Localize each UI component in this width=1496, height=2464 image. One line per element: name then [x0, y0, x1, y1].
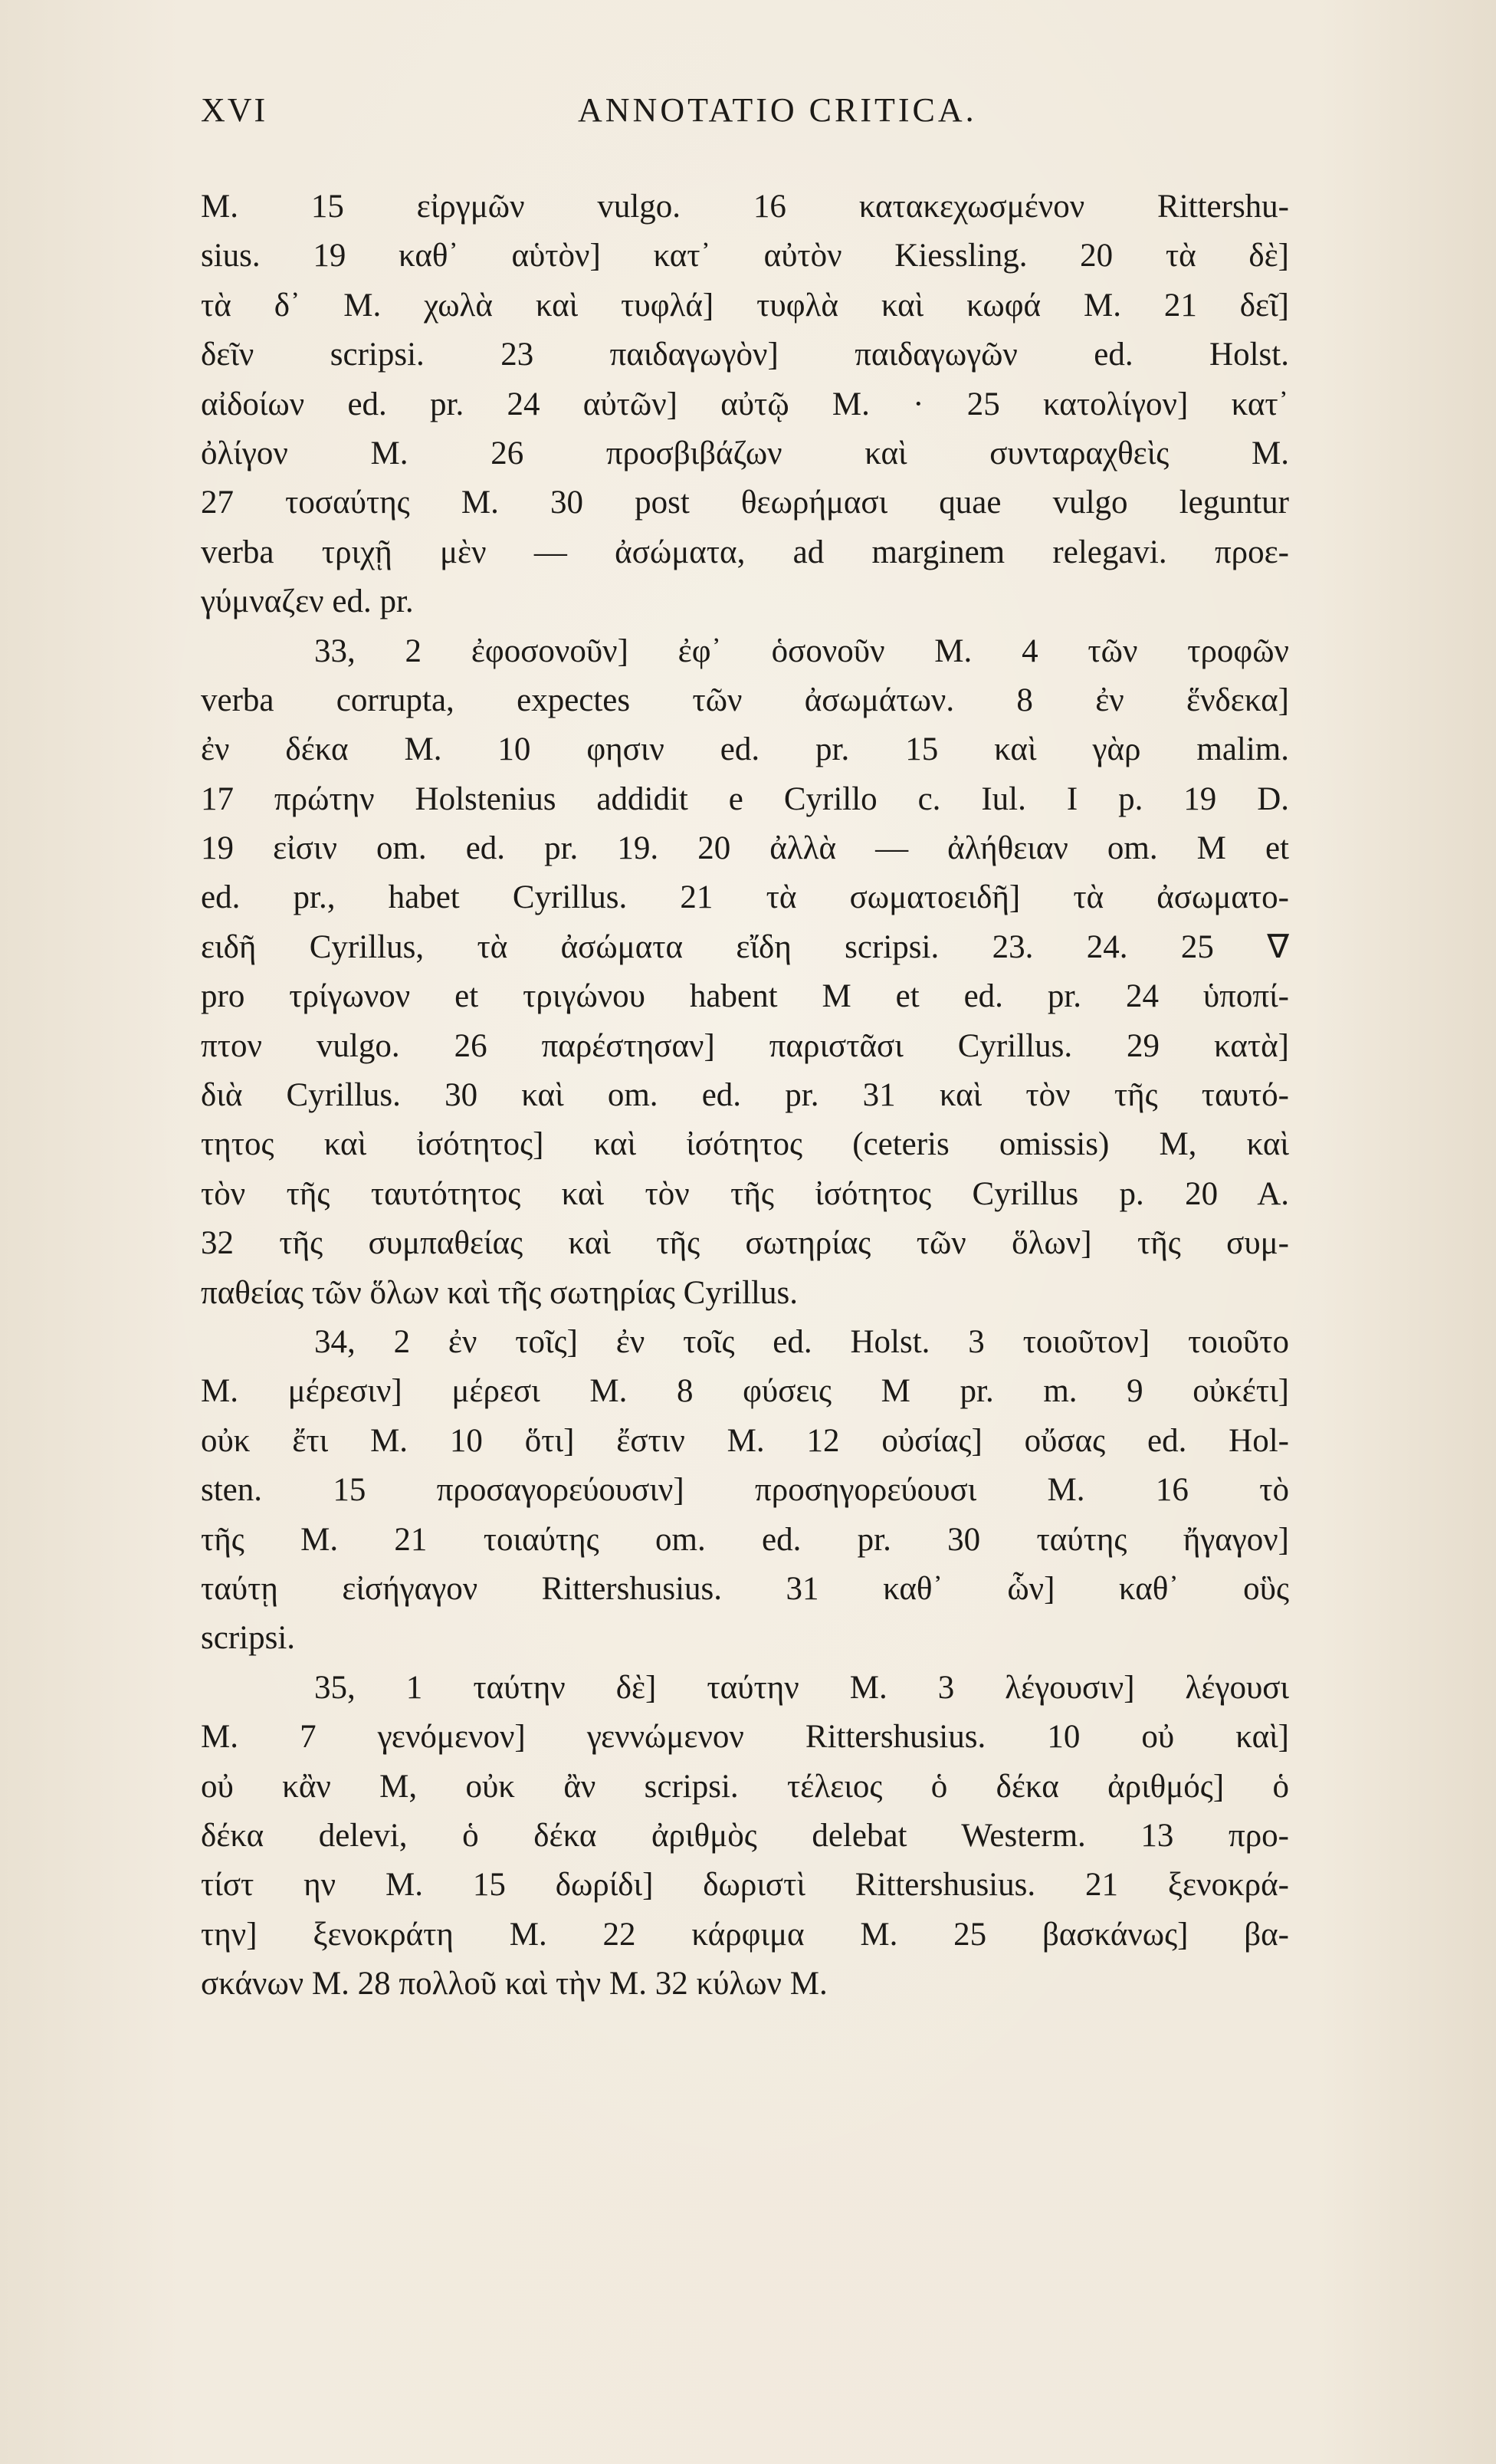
text-line: ἐν δέκα M. 10 φησιν ed. pr. 15 καὶ γὰρ malim. — [201, 731, 1289, 768]
text-line: M. μέρεσιν] μέρεσι M. 8 φύσεις M pr. m. 9 οὐκέτι] — [201, 1373, 1289, 1410]
text-line: sius. 19 καθ᾽ αὑτὸν] κατ᾽ αὐτὸν Kiessling. 20 τὰ δὲ] — [201, 238, 1289, 274]
text-line: 33, 2 ἐφοσονοῦν] ἐφ᾽ ὁσονοῦν M. 4 τῶν τροφῶν — [314, 632, 1289, 669]
text-line: πτον vulgo. 26 παρέστησαν] παριστᾶσι Cyrillus. 29 κατὰ] — [201, 1027, 1289, 1064]
text-line: 32 τῆς συμπαθείας καὶ τῆς σωτηρίας τῶν ὅλων] τῆς συμ- — [201, 1225, 1289, 1262]
text-line: 35, 1 ταύτην δὲ] ταύτην M. 3 λέγουσιν] λέγουσι — [314, 1669, 1289, 1706]
text-line: δέκα delevi, ὁ δέκα ἀριθμὸς delebat Westerm. 13 προ- — [201, 1817, 1289, 1854]
running-title: ANNOTATIO CRITICA. — [578, 91, 977, 129]
text-line: scripsi. — [201, 1620, 296, 1657]
text-line: sten. 15 προσαγορεύουσιν] προσηγορεύουσι M. 16 τὸ — [201, 1472, 1289, 1509]
text-line: verba corrupta, expectes τῶν ἀσωμάτων. 8 ἐν ἕνδεκα] — [201, 682, 1289, 718]
text-line: ειδῆ Cyrillus, τὰ ἀσώματα εἴδη scripsi. 23. 24. 25 ∇ — [201, 928, 1289, 965]
text-line: τητος καὶ ἰσότητος] καὶ ἰσότητος (ceteris omissis) M, καὶ — [201, 1126, 1289, 1163]
text-line: οὐ κἂν M, οὐκ ἂν scripsi. τέλειος ὁ δέκα ἀριθμός] ὁ — [201, 1768, 1289, 1805]
text-line: την] ξενοκράτη M. 22 κάρφιμα M. 25 βασκάνως] βα- — [201, 1916, 1289, 1953]
text-line: M. 15 εἰργμῶν vulgo. 16 κατακεχωσμένον Rittershu- — [201, 189, 1289, 225]
text-line: 34, 2 ἐν τοῖς] ἐν τοῖς ed. Holst. 3 τοιοῦτον] τοιοῦτο — [314, 1323, 1289, 1360]
page-header — [201, 90, 1289, 144]
text-line: τὰ δ᾽ M. χωλὰ καὶ τυφλά] τυφλὰ καὶ κωφά M. 21 δεῖ] — [201, 287, 1289, 324]
text-line: γύμναζεν ed. pr. — [201, 583, 414, 620]
text-line: pro τρίγωνον et τριγώνου habent M et ed. pr. 24 ὑποπί- — [201, 978, 1289, 1015]
critical-apparatus-text — [201, 182, 1289, 2009]
page-number: XVI — [201, 91, 268, 129]
text-line: παθείας τῶν ὅλων καὶ τῆς σωτηρίας Cyrillus. — [201, 1274, 798, 1311]
text-line: ταύτῃ εἰσήγαγον Rittershusius. 31 καθ᾽ ὧν] καθ᾽ οὓς — [201, 1570, 1289, 1607]
text-line: verba τριχῇ μὲν — ἀσώματα, ad marginem relegavi. προε- — [201, 534, 1289, 570]
text-line: διὰ Cyrillus. 30 καὶ om. ed. pr. 31 καὶ τὸν τῆς ταυτό- — [201, 1077, 1289, 1114]
text-line: 19 εἰσιν om. ed. pr. 19. 20 ἀλλὰ — ἀλήθειαν om. M et — [201, 830, 1289, 867]
text-line: ὀλίγον M. 26 προσβιβάζων καὶ συνταραχθεὶς M. — [201, 435, 1289, 471]
text-line: τὸν τῆς ταυτότητος καὶ τὸν τῆς ἰσότητος Cyrillus p. 20 A. — [201, 1175, 1289, 1212]
text-line: δεῖν scripsi. 23 παιδαγωγὸν] παιδαγωγῶν ed. Holst. — [201, 337, 1289, 373]
text-line: 17 πρώτην Holstenius addidit e Cyrillo c. Iul. I p. 19 D. — [201, 780, 1289, 817]
text-line: 27 τοσαύτης M. 30 post θεωρήμασι quae vulgo leguntur — [201, 485, 1289, 521]
text-line: τῆς M. 21 τοιαύτης om. ed. pr. 30 ταύτης ἤγαγον] — [201, 1521, 1289, 1558]
text-line: τίστ ην M. 15 δωρίδι] δωριστὶ Rittershusius. 21 ξενοκρά- — [201, 1867, 1289, 1904]
text-line: ed. pr., habet Cyrillus. 21 τὰ σωματοειδῆ] τὰ ἀσωματο- — [201, 879, 1289, 916]
text-line: αἰδοίων ed. pr. 24 αὐτῶν] αὐτῷ M. · 25 κατολίγον] κατ᾽ — [201, 386, 1289, 422]
text-line: M. 7 γενόμενον] γεννώμενον Rittershusius. 10 οὐ καὶ] — [201, 1719, 1289, 1756]
text-line: οὐκ ἔτι M. 10 ὅτι] ἔστιν M. 12 οὐσίας] οὔσας ed. Hol- — [201, 1422, 1289, 1459]
text-line: σκάνων M. 28 πολλοῦ καὶ τὴν M. 32 κύλων M. — [201, 1966, 828, 2002]
